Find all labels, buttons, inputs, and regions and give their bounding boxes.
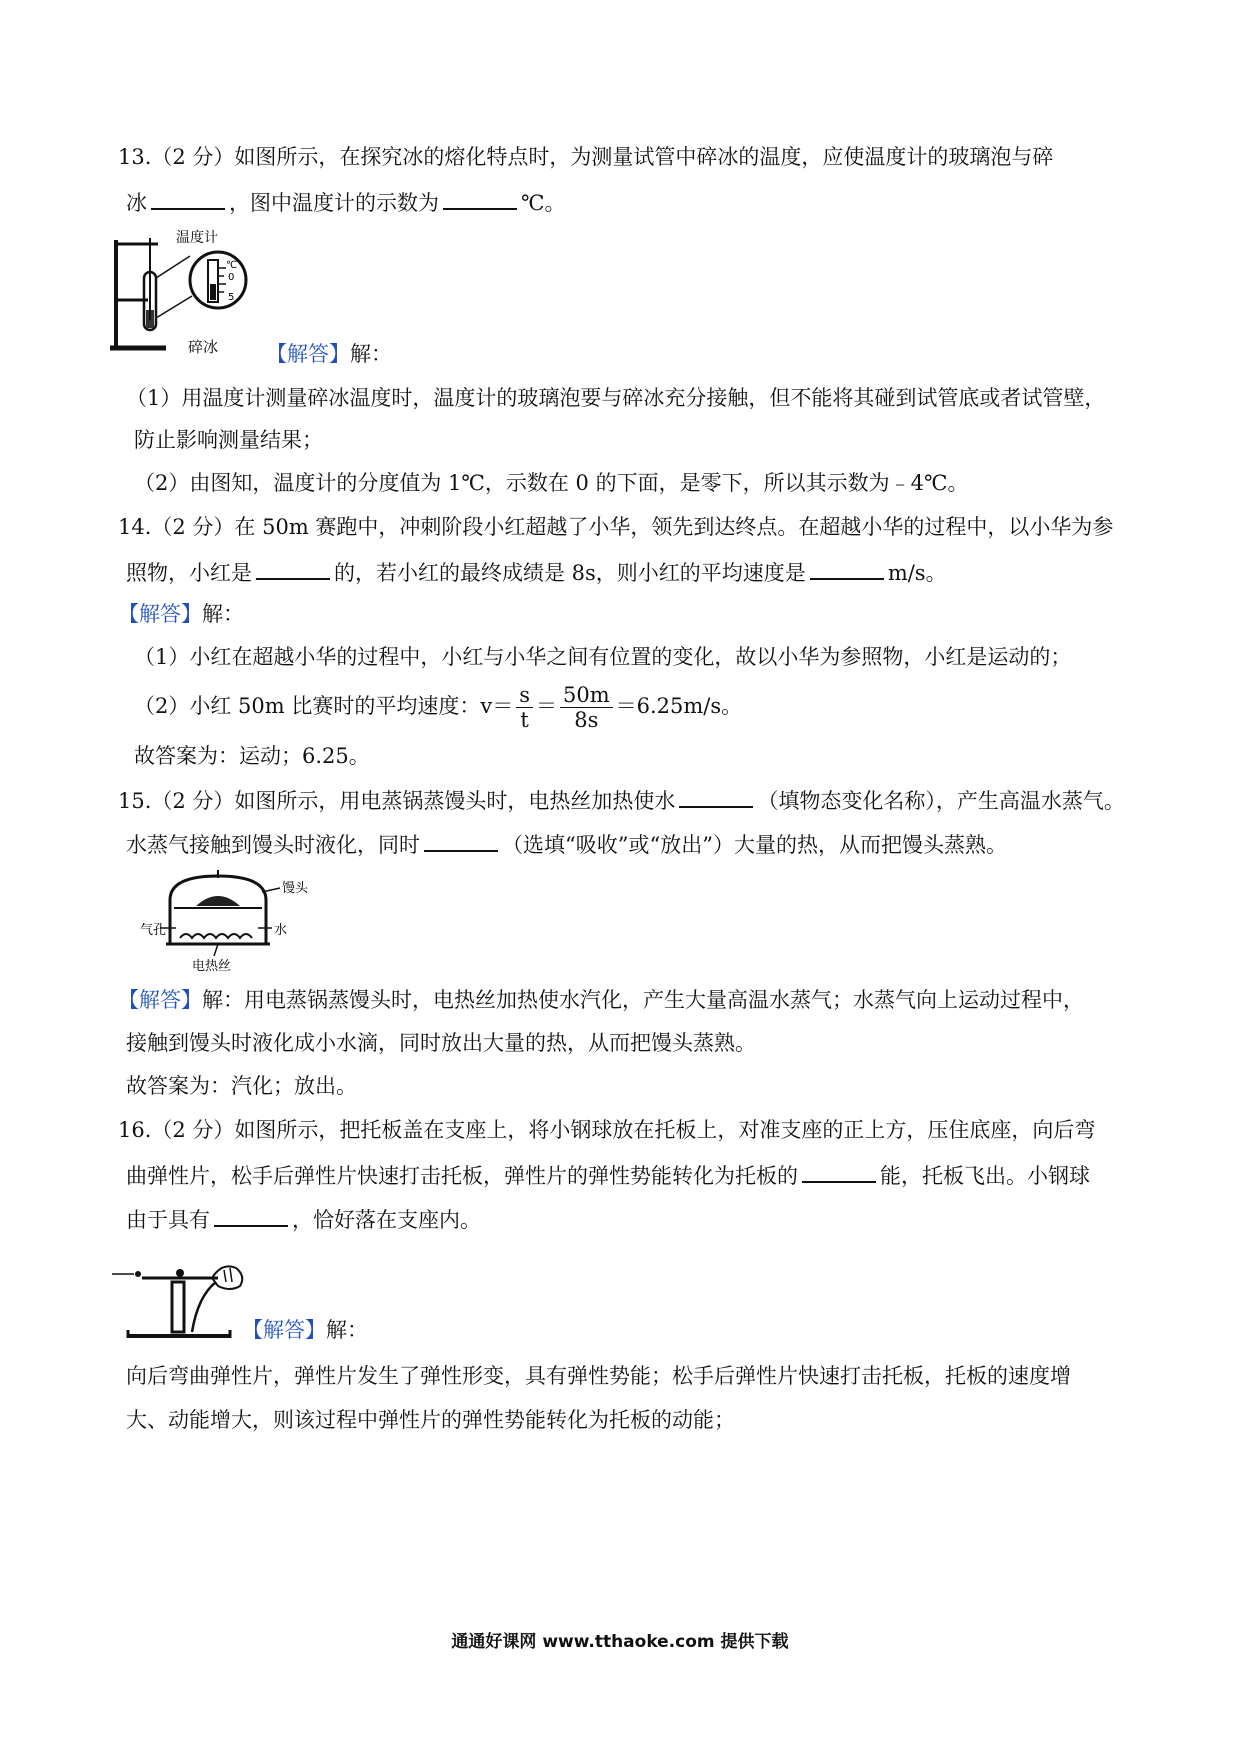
q14-formula-result: ＝6.25m/s。 xyxy=(615,694,743,718)
q16-blank-2 xyxy=(214,1203,288,1227)
q13-ice-label: 碎冰 xyxy=(188,338,219,356)
q13-answer-tag-after: 解： xyxy=(350,342,392,366)
q14-equals: ＝ xyxy=(536,694,557,718)
q15-answer-text-1: 解：用电蒸锅蒸馒头时，电热丝加热使水汽化，产生大量高温水蒸气；水蒸气向上运动过程中， xyxy=(202,988,1084,1012)
q15-text-d: （选填“吸收”或“放出”）大量的热，从而把馒头蒸熟。 xyxy=(502,833,1007,857)
q16-line-1: 16.（2 分）如图所示，把托板盖在支座上，将小钢球放在托板上，对准支座的正上方，压住底座，向后弯 xyxy=(118,1118,1096,1142)
q14-answer-2 xyxy=(134,676,742,736)
q15-water-label: 水 xyxy=(274,923,288,938)
q14-frac1-den: t xyxy=(520,708,529,732)
q16-answer-1: 向后弯曲弹性片，弹性片发生了弹性形变，具有弹性势能；松手后弹性片快速打击托板，托板的速度增 xyxy=(126,1364,1071,1388)
q13-blank-2 xyxy=(443,186,517,210)
page-footer: 通通好课网 www.tthaoke.com 提供下载 xyxy=(451,1632,789,1652)
q13-text-a: 冰 xyxy=(126,191,147,215)
q15-answer-tag: 【解答】 xyxy=(118,988,202,1012)
q15-steamer-figure xyxy=(140,866,315,974)
q15-answer-2: 接触到馒头时液化成小水滴，同时放出大量的热，从而把馒头蒸熟。 xyxy=(126,1031,756,1055)
q14-line-1: 14.（2 分）在 50m 赛跑中，冲刺阶段小红超越了小华，领先到达终点。在超越小华的过程中，以小华为参 xyxy=(118,515,1114,539)
q14-blank-2 xyxy=(810,556,884,580)
q13-scale-celsius: ℃ xyxy=(226,260,238,271)
q16-text-d: ，恰好落在支座内。 xyxy=(292,1208,481,1232)
q13-answer-tag: 【解答】 xyxy=(266,342,350,366)
q14-text-c: m/s。 xyxy=(887,561,947,585)
q16-answer-header xyxy=(242,1315,368,1345)
q15-blank-1 xyxy=(679,784,753,808)
q14-line-2 xyxy=(126,556,947,588)
q15-bun-label: 馒头 xyxy=(282,881,309,896)
q13-text-c: ℃。 xyxy=(521,191,566,215)
q13-thermometer-figure xyxy=(110,228,270,356)
q13-text-b: ，图中温度计的示数为 xyxy=(229,191,439,215)
q14-answer-3: 故答案为：运动；6.25。 xyxy=(134,744,370,768)
q15-blank-2 xyxy=(424,828,498,852)
q14-fraction-values xyxy=(560,683,613,732)
q14-text-a: 照物，小红是 xyxy=(126,561,252,585)
q13-answer-1: （1）用温度计测量碎冰温度时，温度计的玻璃泡要与碎冰充分接触，但不能将其碰到试管底或者试管壁， xyxy=(126,386,1106,410)
q14-answer-tag: 【解答】 xyxy=(118,602,202,626)
q16-text-a: 曲弹性片，松手后弹性片快速打击托板，弹性片的弹性势能转化为托板的 xyxy=(126,1164,798,1188)
q15-answer-1 xyxy=(118,985,1084,1015)
q14-frac2-num: 50m xyxy=(560,683,613,708)
q14-text-b: 的，若小红的最终成绩是 8s，则小红的平均速度是 xyxy=(334,561,806,585)
q13-scale-zero: 0 xyxy=(228,272,235,283)
q15-line-1 xyxy=(118,784,1125,816)
q14-frac1-num: s xyxy=(516,683,533,708)
q16-answer-2: 大、动能增大，则该过程中弹性片的弹性势能转化为托板的动能； xyxy=(126,1408,735,1432)
q13-line-2 xyxy=(126,186,566,218)
q14-fraction-s-over-t xyxy=(516,683,533,732)
q13-thermometer-label: 温度计 xyxy=(176,230,218,246)
q15-text-b: （填物态变化名称），产生高温水蒸气。 xyxy=(757,789,1125,813)
q15-text-a: 15.（2 分）如图所示，用电蒸锅蒸馒头时，电热丝加热使水 xyxy=(118,789,676,813)
q16-text-b: 能，托板飞出。小钢球 xyxy=(880,1164,1090,1188)
q14-answer-1: （1）小红在超越小华的过程中，小红与小华之间有位置的变化，故以小华为参照物，小红是运动的； xyxy=(134,645,1072,669)
q16-line-3 xyxy=(126,1203,481,1235)
q14-answer-tag-after: 解： xyxy=(202,602,244,626)
q14-formula-prefix: （2）小红 50m 比赛时的平均速度：v＝ xyxy=(134,694,514,718)
q14-blank-1 xyxy=(256,556,330,580)
q16-blank-1 xyxy=(802,1159,876,1183)
q16-text-c: 由于具有 xyxy=(126,1208,210,1232)
q13-answer-header xyxy=(266,339,392,369)
q13-blank-1 xyxy=(151,186,225,210)
q15-line-2 xyxy=(126,828,1007,860)
q16-answer-tag-after: 解： xyxy=(326,1318,368,1342)
q14-answer-header xyxy=(118,599,244,629)
q15-answer-3: 故答案为：汽化；放出。 xyxy=(126,1074,357,1098)
q14-frac2-den: 8s xyxy=(574,708,599,732)
q13-scale-five: 5 xyxy=(228,292,235,303)
q15-vent-label: 气孔 xyxy=(140,923,167,938)
q16-answer-tag: 【解答】 xyxy=(242,1318,326,1342)
q15-heater-label: 电热丝 xyxy=(192,959,232,974)
q13-answer-2: 防止影响测量结果； xyxy=(134,428,323,452)
q13-line-1: 13.（2 分）如图所示，在探究冰的熔化特点时，为测量试管中碎冰的温度，应使温度计的玻璃泡与碎 xyxy=(118,145,1054,169)
q13-answer-3: （2）由图知，温度计的分度值为 1℃，示数在 0 的下面，是零下，所以其示数为﹣4℃。 xyxy=(134,471,969,495)
q15-text-c: 水蒸气接触到馒头时液化，同时 xyxy=(126,833,420,857)
q16-line-2 xyxy=(126,1159,1090,1191)
